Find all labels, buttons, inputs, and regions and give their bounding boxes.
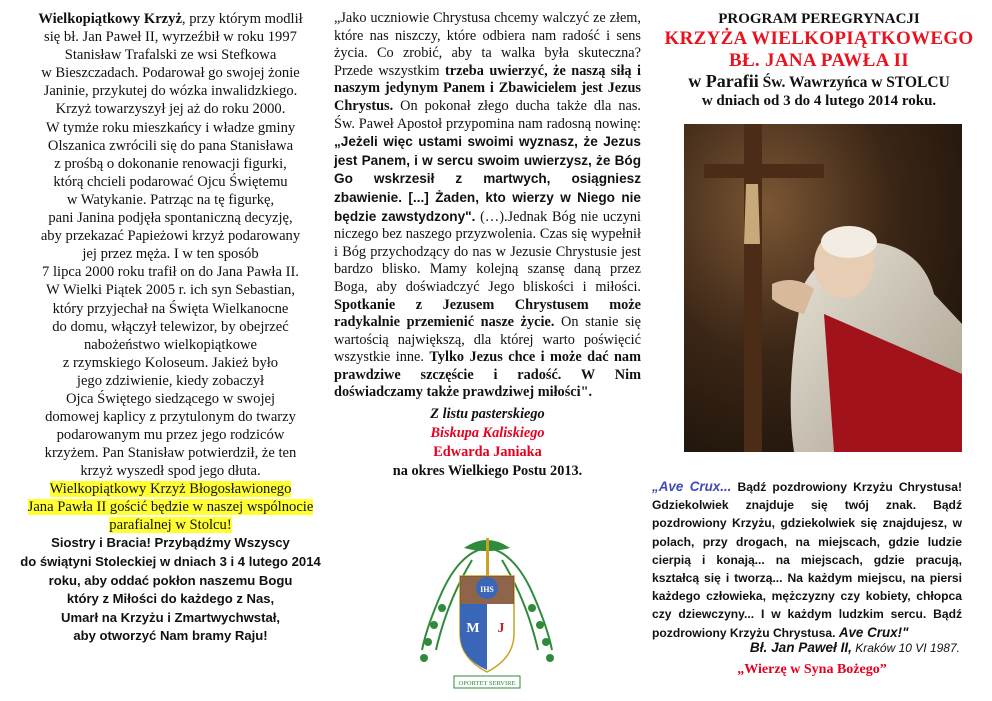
history-text: , przy którym modlił się bł. Jan Paweł II, wyrzeźbił w roku 1997 Stanisław Trafalski ze wsi Stefkowa w Bieszczadach. Podarował go swojej żonie Janinie, przykutej do wózka inwalidzkiego. Krzyż towarzyszył jej aż do roku 2000. W tymże roku mieszkańcy i władze gminy Olszanica zwrócili się do pana Stanisława z prośbą o dokonanie renowacji figurki, którą chcieli podarować Ojcu Świętemu w Watykanie. Patrząc na tę figurkę, pani Janina podjęła spontaniczną decyzję, aby przekazać Papieżowi krzyż podarowany jej przez męża. I w ten sposób 7 lipca 2000 roku trafił on do Jana Pawła II. W Wielki Piątek 2005 r. ich syn Sebastian, który przyjechał na Święta Wielkanocne do domu, włączył telewizor, by obejrzeć nabożeństwo wielkopiątkowe z rzymskiego Koloseum. Jakież było jego zdziwienie, kiedy zobaczył Ojca Świętego siedzącego w swojej domowej kaplicy z przytulonym do twarzy podarowanym mu przez jego rodziców krzyżem. Pan Stanisław potwierdził, że ten krzyż wyszedł spod jego dłuta.: [40, 11, 303, 480]
letter-quote: [334, 10, 641, 402]
quote-bold-1: trzeba uwierzyć, że naszą siłą i naszym jedynym Panem i Zbawicielem jest Jezus Chrystus.: [334, 62, 641, 114]
author-name: Bł. Jan Paweł II,: [749, 640, 852, 655]
prayer-author: [700, 640, 960, 655]
quote-part-1: „Jako uczniowie Chrystusa chcemy walczyć ze złem, które nas niszczy, które odbiera nam radość i sens życia. Co zrobić, aby ta walka była skuteczna? Przede wszystkim: [334, 10, 641, 79]
ave-crux-prayer: [652, 478, 962, 642]
parish-w: w Parafii: [688, 71, 759, 91]
title-line-1: KRZYŻA WIELKOPIĄTKOWEGO: [664, 28, 974, 49]
j-monogram: J: [497, 621, 505, 636]
quote-part-3: (…).Jednak Bóg nie uczyni niczego bez naszego przyzwolenia. Czas się wypełnił i Bóg przychodzący do nas w Jezusie Chrystusie jest bardzo blisko. Mamy kolejną szansę daną przez Boga, aby doświadczyć Jego bliskości i miłości.: [334, 208, 641, 295]
invitation-text: Siostry i Bracia! Przybądźmy Wszyscy do świątyni Stoleckiej w dniach 3 i 4 lutego 2014 roku, aby oddać pokłon naszemu Bogu który z Miłości do każdego z Nas, Umarł na Krzyżu i Zmartwychwstał, aby otworzyć Nam bramy Raju!: [20, 535, 321, 644]
signature-line-3: Edwarda Janiaka: [433, 444, 542, 461]
history-lead: Wielkopiątkowy Krzyż: [38, 11, 182, 27]
program-column: [660, 10, 978, 111]
quote-bold-2: „Jeżeli więc ustami swoimi wyznasz, że Jezus jest Panem, i w sercu swoim uwierzysz, że Bóg Go wskrzesił z martwych, osiągniesz zbawienie. [...] Żaden, kto wierzy w Niego nie będzie zawstydzony".: [334, 134, 641, 224]
ihs-monogram: IHS: [480, 585, 494, 594]
highlight-line-2: Jana Pawła II gościć będzie w naszej wspólnocie: [27, 499, 314, 516]
signature-line-1: Z listu pasterskiego: [430, 406, 545, 423]
pope-with-cross-photo: [684, 124, 962, 452]
signature-line-2: Biskupa Kaliskiego: [430, 425, 545, 442]
title-line-2: BŁ. JANA PAWŁA II: [728, 50, 909, 71]
program-heading: PROGRAM PEREGRYNACJI: [718, 11, 920, 27]
parish-rest: Św. Wawrzyńca w STOLCU: [758, 74, 950, 91]
quote-part-2: On pokonał złego ducha także dla nas. Św. Paweł Apostoł przypomina nam radosną nowinę:: [334, 97, 641, 132]
quote-bold-3: Spotkanie z Jezusem Chrystusem może radykalnie przemienić nasze życie.: [334, 296, 641, 331]
history-column: [18, 10, 323, 646]
date-line: w dniach od 3 do 4 lutego 2014 roku.: [701, 93, 937, 109]
highlight-line-1: Wielkopiątkowy Krzyż Błogosławionego: [49, 481, 292, 498]
letter-signature: [334, 405, 641, 481]
parish-line: [660, 72, 978, 92]
quote-bold-4: Tylko Jezus chce i może dać nam prawdziwe szczęście i radość. W Nim doświadczamy także prawdziwej miłości".: [334, 349, 641, 401]
announcement-highlight: [18, 480, 323, 534]
prayer-ave: „Ave Crux...: [652, 479, 732, 494]
highlight-line-3: parafialnej w Stolcu!: [109, 517, 232, 534]
prayer-body: Bądź pozdrowiony Krzyżu Chrystusa! Gdziekolwiek znajduje się twój znak. Bądź pozdrowiony Krzyżu, gdziekolwiek się znajdujesz, w polach, przy drogach, na miejscach, gdzie ludzie cierpią i konają... na miejscach, gdzie pracują, kształcą się i tworzą... Na każdym miejscu, na piersi każdego człowieka, mężczyzny czy kobiety, chłopca czy dziewczyny... I w każdym ludzkim sercu. Bądź pozdrowiony Krzyżu Chrystusa.: [652, 480, 962, 640]
letter-column: [334, 10, 641, 481]
author-place: Kraków 10 VI 1987.: [851, 641, 960, 655]
wierze-motto: „Wierzę w Syna Bożego”: [737, 662, 887, 677]
quote-part-4: On stanie się wartością największą, dla której warto poświęcić wszystkie inne.: [334, 314, 641, 366]
history-paragraph: [18, 10, 323, 480]
bishop-coat-of-arms: [412, 530, 562, 695]
marian-monogram: M: [466, 621, 480, 636]
prayer-end: Ave Crux!": [838, 624, 909, 640]
signature-line-4: na okres Wielkiego Postu 2013.: [392, 463, 583, 480]
motto-ribbon: OPORTET SERVIRE: [458, 680, 516, 687]
